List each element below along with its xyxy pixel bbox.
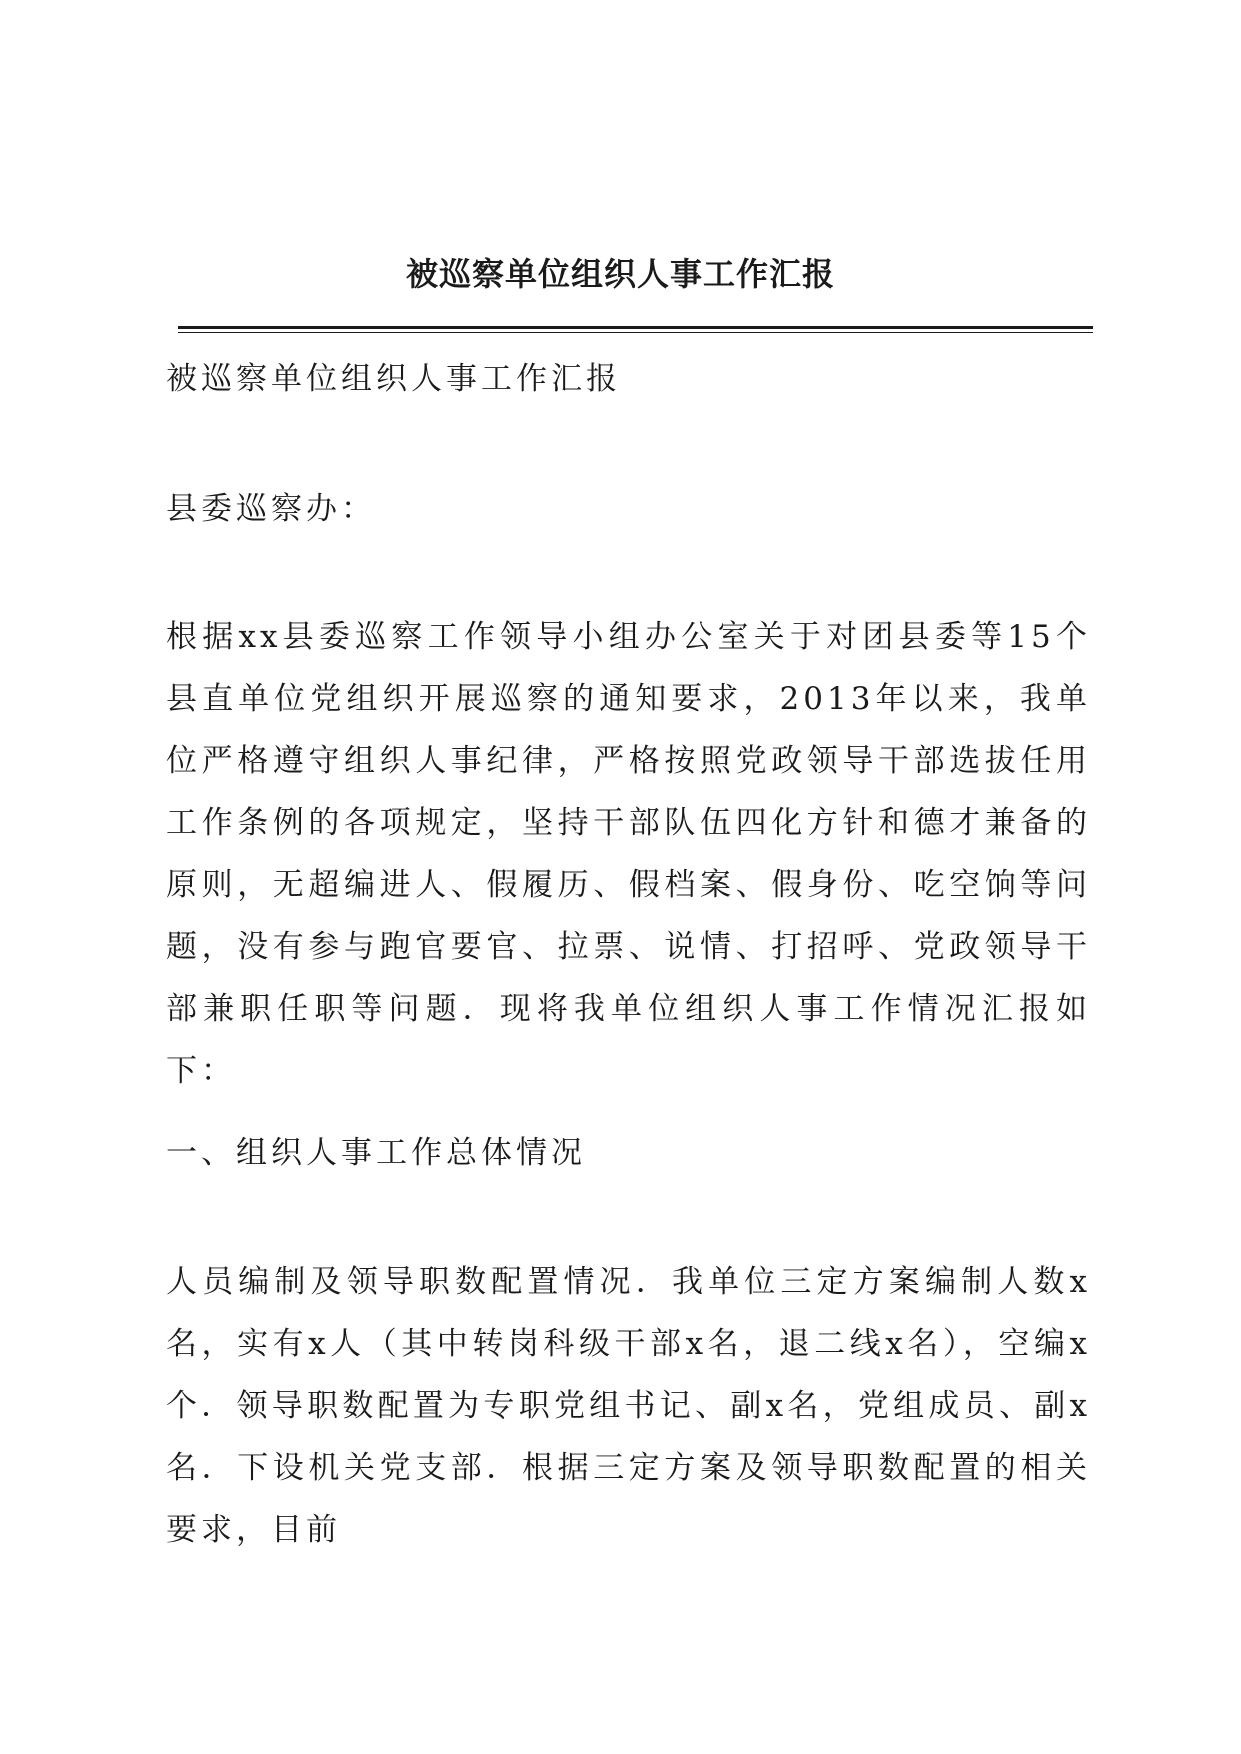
document-title: 被巡察单位组织人事工作汇报 — [405, 255, 835, 293]
section-heading-1: 一、组织人事工作总体情况 — [166, 1135, 586, 1171]
title-divider-thick — [178, 326, 1093, 329]
document-subtitle: 被巡察单位组织人事工作汇报 — [166, 361, 621, 397]
salutation: 县委巡察办： — [166, 491, 376, 527]
body-paragraph-1: 根据xx县委巡察工作领导小组办公室关于对团县委等15个县直单位党组织开展巡察的通知要求，2013年以来，我单位严格遵守组织人事纪律，严格按照党政领导干部选拔任用工作条例的各项规定，坚持干部队伍四化方针和德才兼备的原则，无超编进人、假履历、假档案、假身份、吃空饷等问题，没有参与跑官要官、拉票、说情、打招呼、党政领导干部兼职任职等问题．现将我单位组织人事工作情况汇报如下： — [166, 619, 1091, 1089]
title-divider-thin — [178, 332, 1093, 333]
body-paragraph-2: 人员编制及领导职数配置情况．我单位三定方案编制人数x名，实有x人（其中转岗科级干部x名，退二线x名），空编x个．领导职数配置为专职党组书记、副x名，党组成员、副x名．下设机关党支部．根据三定方案及领导职数配置的相关要求，目前 — [166, 1264, 1091, 1548]
